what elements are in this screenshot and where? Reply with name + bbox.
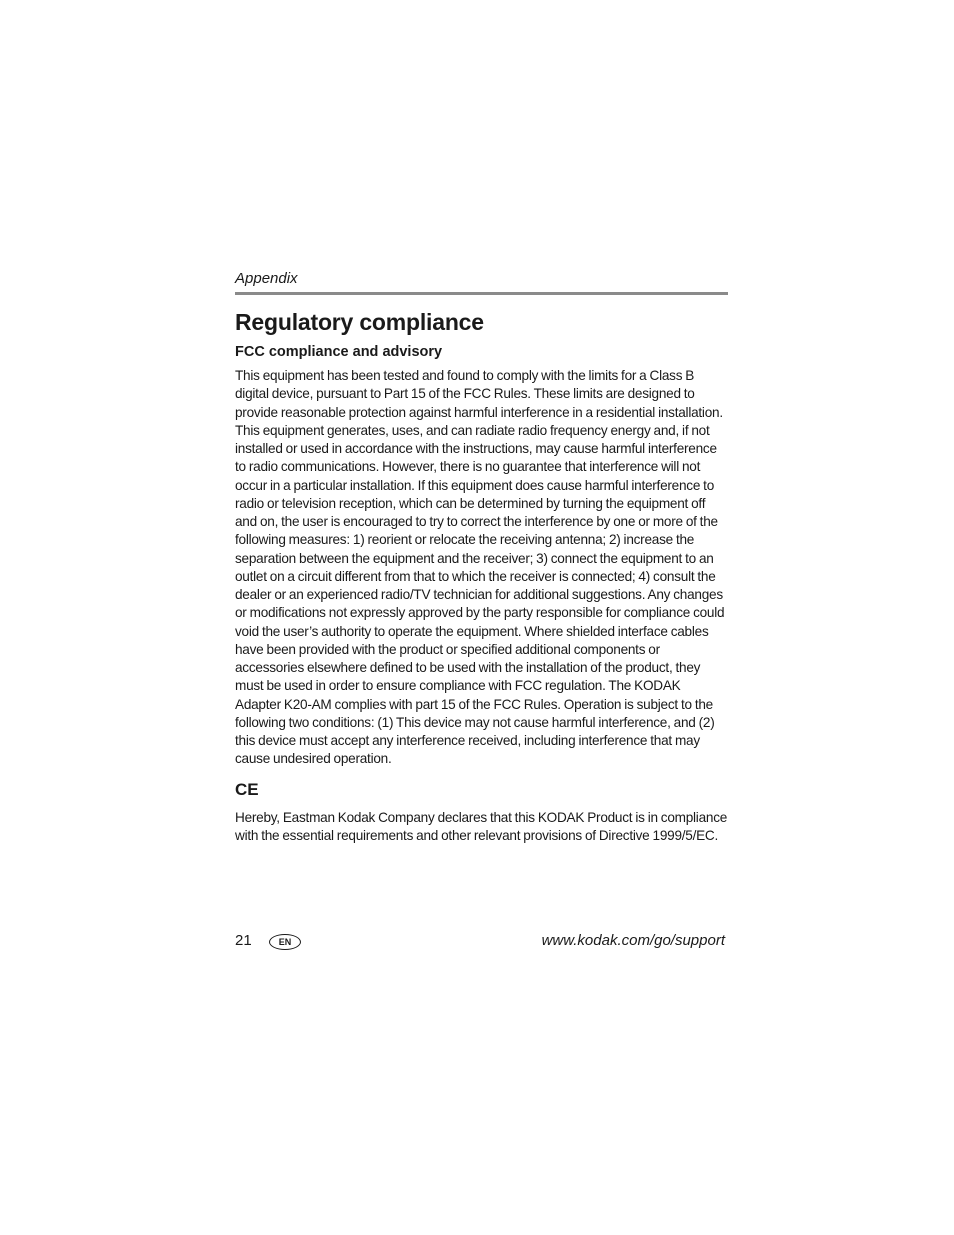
ce-body-paragraph: Hereby, Eastman Kodak Company declares that this KODAK Product is in compliance with the essential requirements and other relevant provisions of Directive 1999/5/EC.	[235, 810, 728, 844]
page-footer	[235, 930, 728, 954]
running-head: Appendix	[235, 270, 298, 287]
fcc-heading: FCC compliance and advisory	[235, 344, 443, 360]
document-page	[235, 0, 728, 1235]
ce-heading: CE	[235, 780, 259, 799]
fcc-body-paragraph: This equipment has been tested and found to comply with the limits for a Class B digital device, pursuant to Part 15 of the FCC Rules. These limits are designed to provide reasonable protection against harmful interference in a residential installation. This equipment generates, uses, and can radiate radio frequency energy and, if not installed or used in accordance with the instructions, may cause harmful interference to radio communications. However, there is no guarantee that interference will not occur in a particular installation. If this equipment does cause harmful interference to radio or television reception, which can be determined by turning the equipment off and on, the user is encouraged to try to correct the interference by one or more of the following measures: 1) reorient or relocate the receiving antenna; 2) increase the separation between the equipment and the receiver; 3) connect the equipment to an outlet on a circuit different from that to which the receiver is connected; 4) consult the dealer or an experienced radio/TV technician for additional suggestions. Any changes or modifications not expressly approved by the party responsible for compliance could void the user’s authority to operate the equipment. Where shielded interface cables have been provided with the product or specified additional components or accessories elsewhere defined to be used with the installation of the product, they must be used in order to ensure compliance with FCC regulation. The KODAK Adapter K20-AM complies with part 15 of the FCC Rules. Operation is subject to the following two conditions: (1) This device may not cause harmful interference, and (2) this device must accept any interference received, including interference that may cause undesired operation.	[235, 368, 725, 767]
header-divider	[235, 292, 728, 295]
support-url: www.kodak.com/go/support	[541, 932, 725, 949]
language-badge-icon: EN	[269, 934, 301, 950]
page-number: 21	[235, 932, 252, 949]
page-title: Regulatory compliance	[235, 309, 484, 335]
